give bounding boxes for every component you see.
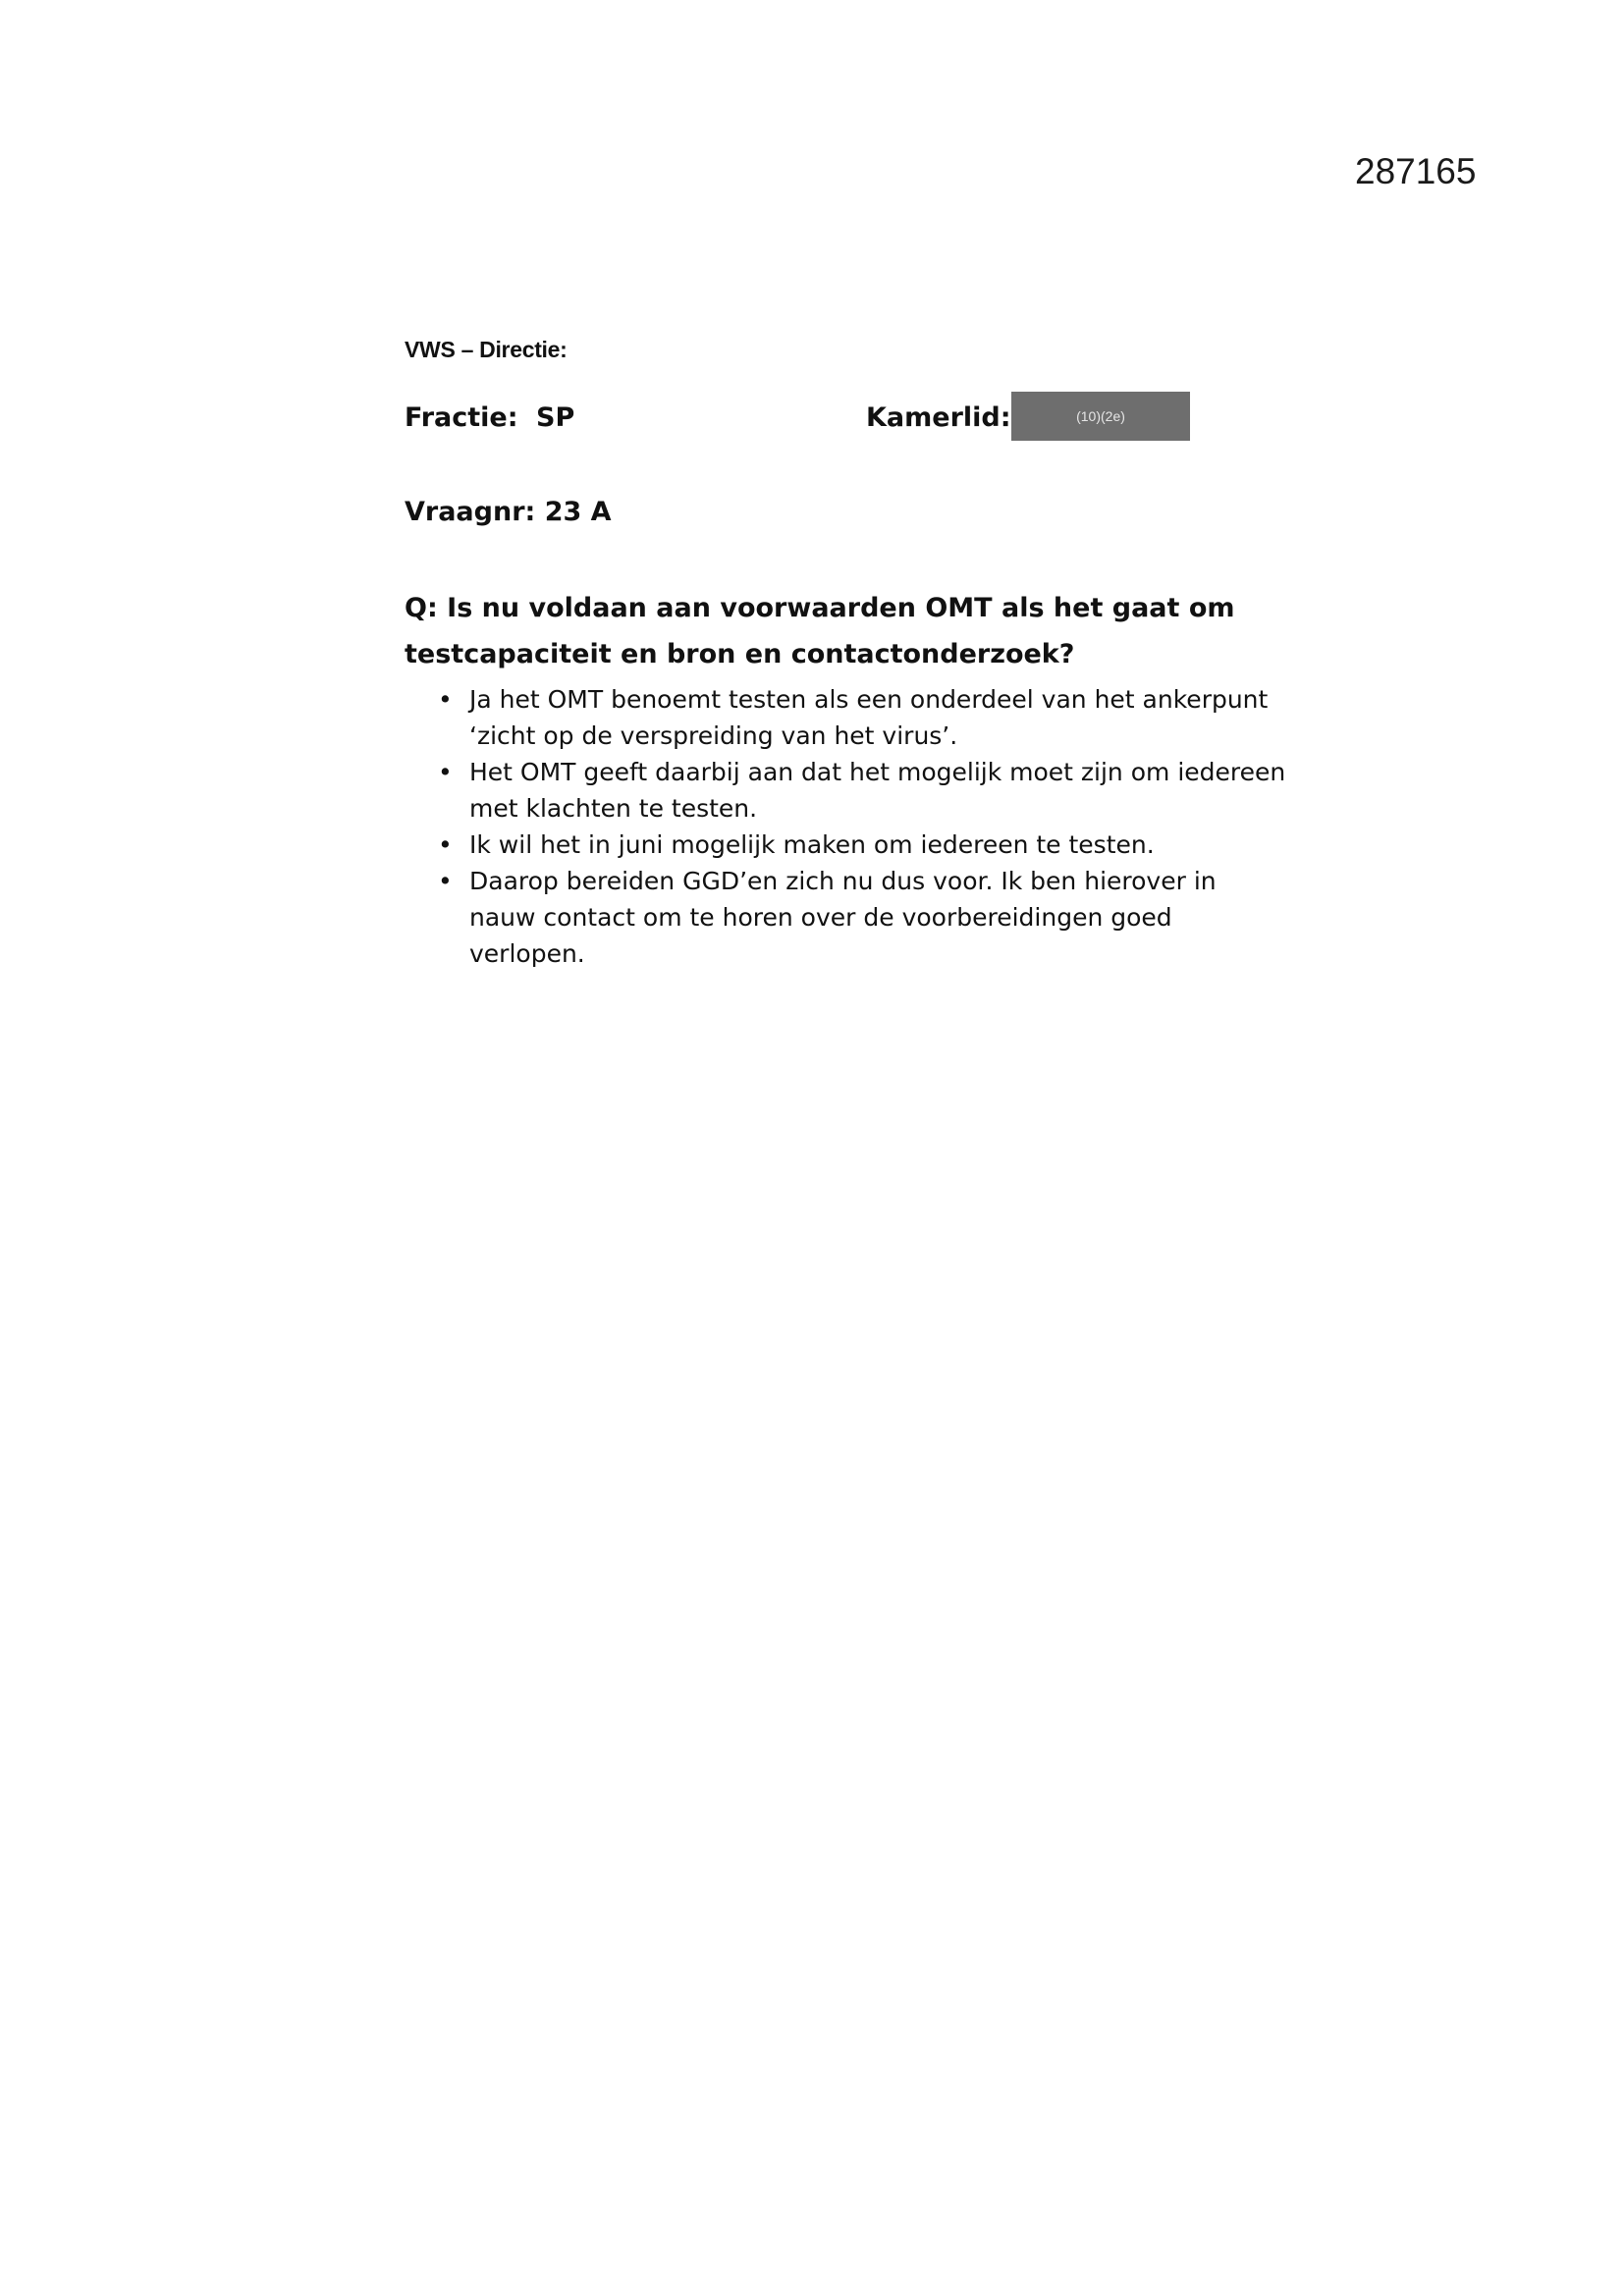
answer-item: [405, 827, 1288, 863]
kamerlid-label: Kamerlid:: [866, 402, 1011, 433]
vraagnr-label: Vraagnr: 23 A: [405, 497, 612, 527]
fractie-label: Fractie:: [405, 402, 518, 433]
answer-list: [405, 681, 1288, 972]
answer-item: [405, 681, 1288, 754]
answer-text: Daarop bereiden GGD’en zich nu dus voor. Ik ben hierover in nauw contact om te horen over de voorbereidingen goed verlopen.: [469, 867, 1217, 968]
directie-label: VWS – Directie:: [405, 337, 568, 362]
answer-text: Ja het OMT benoemt testen als een onderdeel van het ankerpunt ‘zicht op de verspreiding van het virus’.: [469, 685, 1269, 750]
bullet-icon: •: [438, 758, 453, 786]
bullet-icon: •: [438, 685, 453, 714]
question-text: Q: Is nu voldaan aan voorwaarden OMT als het gaat om testcapaciteit en bron en contactonderzoek?: [405, 593, 1235, 669]
answer-text: Ik wil het in juni mogelijk maken om iedereen te testen.: [469, 830, 1155, 859]
answer-item: [405, 863, 1288, 972]
redaction-box: [1011, 392, 1190, 441]
bullet-icon: •: [438, 867, 453, 895]
bullet-icon: •: [438, 830, 453, 859]
document-number: 287165: [1355, 151, 1477, 191]
answer-item: [405, 754, 1288, 827]
redaction-code: (10)(2e): [1076, 408, 1125, 424]
fractie-value: SP: [536, 402, 575, 433]
answer-text: Het OMT geeft daarbij aan dat het mogelijk moet zijn om iedereen met klachten te testen.: [469, 758, 1286, 823]
